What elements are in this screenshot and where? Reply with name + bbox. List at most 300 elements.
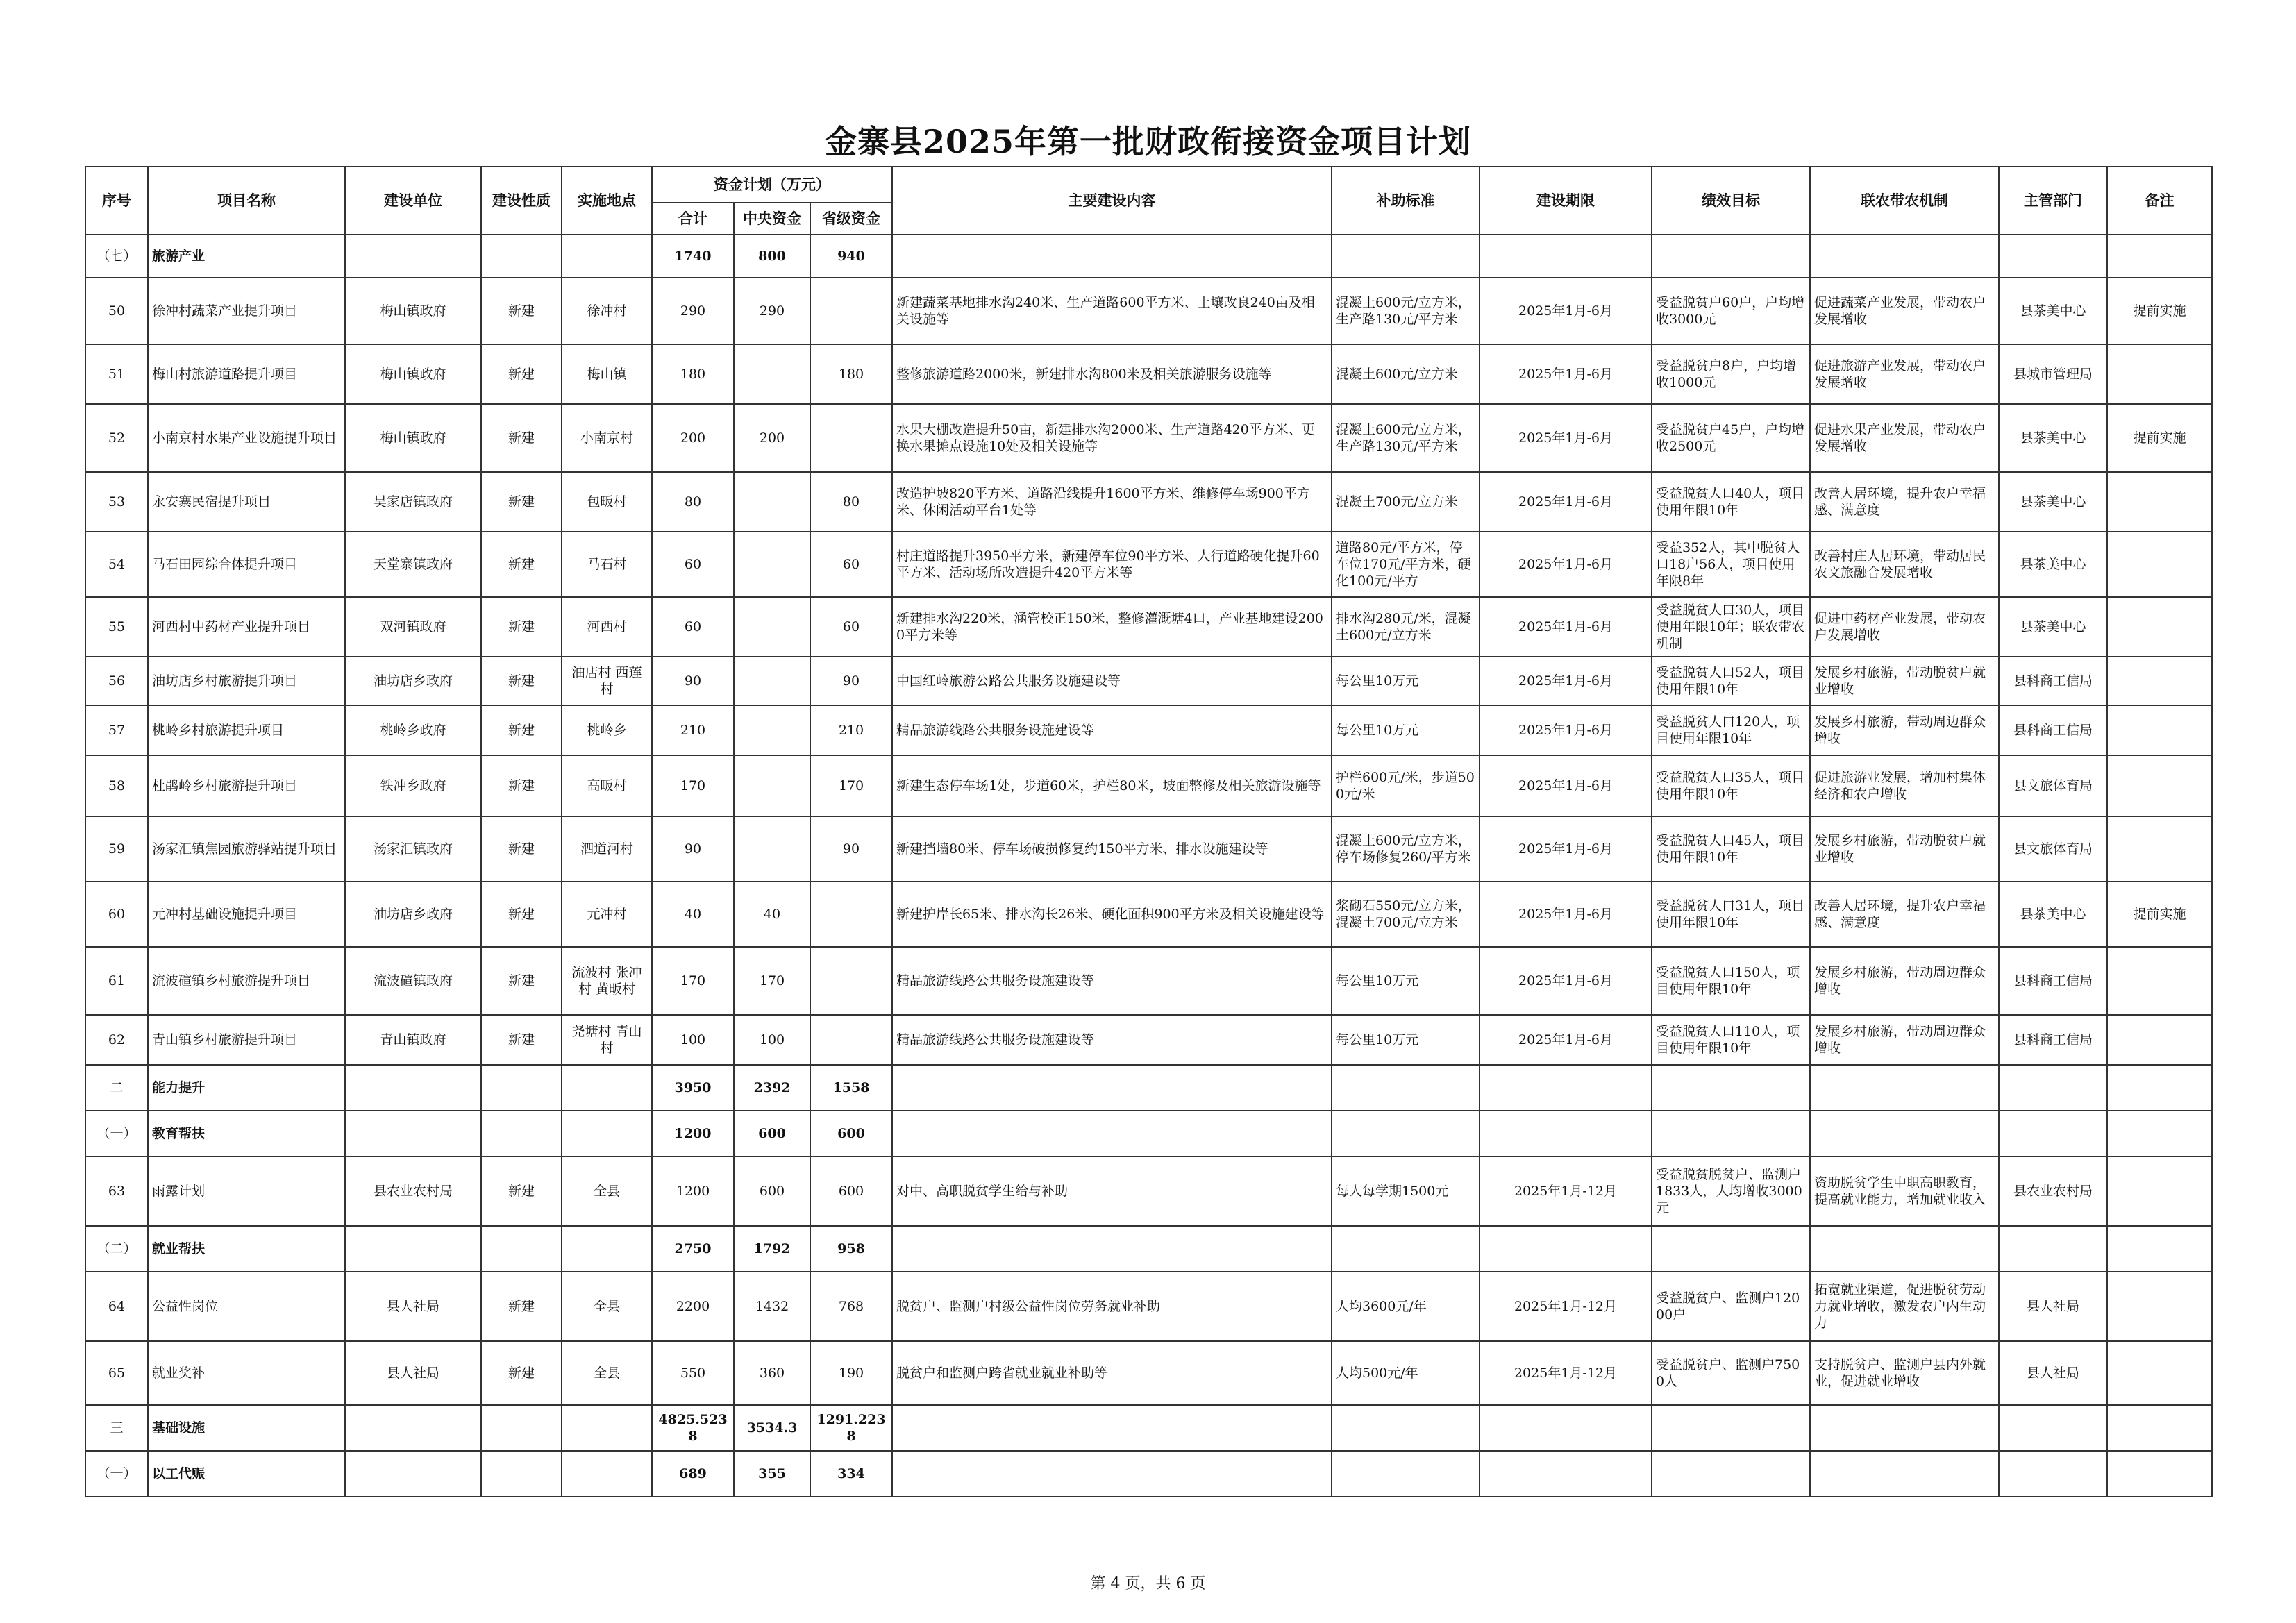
- cell-mechanism: 发展乡村旅游，带动周边群众增收: [1810, 947, 1999, 1015]
- cell-performance: 受益脱贫户60户，户均增收3000元: [1652, 278, 1810, 344]
- cell-dept: [1999, 1451, 2107, 1497]
- table-row: [85, 1341, 2212, 1405]
- cell-seq: 64: [85, 1272, 148, 1341]
- cell-central: 600: [734, 1111, 810, 1157]
- cell-dept: 县茶美中心: [1999, 532, 2107, 597]
- cell-name: 青山镇乡村旅游提升项目: [148, 1015, 345, 1065]
- cell-seq: （一）: [85, 1451, 148, 1497]
- cell-content: 脱贫户和监测户跨省就业就业补助等: [892, 1341, 1332, 1405]
- cell-nature: [481, 235, 562, 278]
- cell-location: 马石村: [562, 532, 652, 597]
- cell-name: 流波碹镇乡村旅游提升项目: [148, 947, 345, 1015]
- cell-name: 能力提升: [148, 1065, 345, 1111]
- cell-dept: [1999, 1405, 2107, 1451]
- cell-nature: 新建: [481, 597, 562, 657]
- cell-location: 河西村: [562, 597, 652, 657]
- cell-performance: 受益脱贫脱贫户、监测户1833人，人均增收3000元: [1652, 1157, 1810, 1226]
- cell-total: 90: [652, 816, 734, 882]
- cell-central: [734, 755, 810, 816]
- cell-performance: [1652, 1065, 1810, 1111]
- col-header-subsidy: 补助标准: [1332, 167, 1480, 235]
- cell-total: 100: [652, 1015, 734, 1065]
- cell-provincial: 1558: [810, 1065, 892, 1111]
- cell-central: 40: [734, 882, 810, 947]
- cell-name: 永安寨民宿提升项目: [148, 472, 345, 532]
- cell-dept: 县城市管理局: [1999, 344, 2107, 404]
- cell-dept: [1999, 1065, 2107, 1111]
- cell-unit: 梅山镇政府: [345, 278, 481, 344]
- cell-unit: 汤家汇镇政府: [345, 816, 481, 882]
- cell-unit: 双河镇政府: [345, 597, 481, 657]
- cell-central: 100: [734, 1015, 810, 1065]
- cell-performance: [1652, 1226, 1810, 1272]
- cell-nature: [481, 1111, 562, 1157]
- cell-content: 对中、高职脱贫学生给与补助: [892, 1157, 1332, 1226]
- col-header-remark: 备注: [2107, 167, 2212, 235]
- cell-seq: 51: [85, 344, 148, 404]
- cell-name: 小南京村水果产业设施提升项目: [148, 404, 345, 472]
- cell-provincial: 768: [810, 1272, 892, 1341]
- cell-central: [734, 657, 810, 705]
- cell-location: 元冲村: [562, 882, 652, 947]
- cell-subsidy: 混凝土600元/立方米，生产路130元/平方米: [1332, 278, 1480, 344]
- cell-subsidy: 人均3600元/年: [1332, 1272, 1480, 1341]
- cell-remark: [2107, 1341, 2212, 1405]
- cell-unit: 桃岭乡政府: [345, 705, 481, 755]
- cell-seq: 60: [85, 882, 148, 947]
- cell-name: 马石田园综合体提升项目: [148, 532, 345, 597]
- cell-location: 小南京村: [562, 404, 652, 472]
- cell-name: 就业奖补: [148, 1341, 345, 1405]
- cell-name: 河西村中药材产业提升项目: [148, 597, 345, 657]
- cell-subsidy: 排水沟280元/米，混凝土600元/立方米: [1332, 597, 1480, 657]
- cell-total: 40: [652, 882, 734, 947]
- cell-period: 2025年1月-12月: [1480, 1341, 1652, 1405]
- cell-location: 全县: [562, 1157, 652, 1226]
- cell-mechanism: 发展乡村旅游，带动脱贫户就业增收: [1810, 816, 1999, 882]
- cell-central: [734, 344, 810, 404]
- cell-total: 689: [652, 1451, 734, 1497]
- cell-performance: 受益脱贫人口52人，项目使用年限10年: [1652, 657, 1810, 705]
- cell-total: 60: [652, 597, 734, 657]
- cell-unit: [345, 1405, 481, 1451]
- cell-period: 2025年1月-6月: [1480, 404, 1652, 472]
- cell-performance: 受益脱贫户45户，户均增收2500元: [1652, 404, 1810, 472]
- cell-location: 包畈村: [562, 472, 652, 532]
- cell-central: 800: [734, 235, 810, 278]
- cell-name: 基础设施: [148, 1405, 345, 1451]
- cell-total: 550: [652, 1341, 734, 1405]
- table-row: [85, 657, 2212, 705]
- cell-name: 就业帮扶: [148, 1226, 345, 1272]
- cell-mechanism: 促进蔬菜产业发展，带动农户发展增收: [1810, 278, 1999, 344]
- col-header-total: 合计: [652, 203, 734, 235]
- cell-name: 油坊店乡村旅游提升项目: [148, 657, 345, 705]
- cell-total: 290: [652, 278, 734, 344]
- cell-dept: 县科商工信局: [1999, 947, 2107, 1015]
- cell-content: [892, 1111, 1332, 1157]
- cell-subsidy: 每公里10万元: [1332, 705, 1480, 755]
- col-header-central: 中央资金: [734, 203, 810, 235]
- cell-total: 80: [652, 472, 734, 532]
- cell-subsidy: 混凝土600元/立方米，生产路130元/平方米: [1332, 404, 1480, 472]
- cell-unit: 天堂寨镇政府: [345, 532, 481, 597]
- cell-nature: 新建: [481, 472, 562, 532]
- cell-subsidy: [1332, 235, 1480, 278]
- cell-provincial: 180: [810, 344, 892, 404]
- header-row: [85, 167, 2212, 203]
- cell-mechanism: 发展乡村旅游，带动脱贫户就业增收: [1810, 657, 1999, 705]
- table-row: [85, 472, 2212, 532]
- cell-location: 全县: [562, 1272, 652, 1341]
- cell-subsidy: 每公里10万元: [1332, 657, 1480, 705]
- section-row: [85, 1226, 2212, 1272]
- table-row: [85, 882, 2212, 947]
- section-row: [85, 1405, 2212, 1451]
- cell-remark: [2107, 1272, 2212, 1341]
- cell-seq: 61: [85, 947, 148, 1015]
- cell-provincial: 190: [810, 1341, 892, 1405]
- cell-name: 公益性岗位: [148, 1272, 345, 1341]
- cell-subsidy: 每公里10万元: [1332, 1015, 1480, 1065]
- cell-subsidy: [1332, 1451, 1480, 1497]
- cell-location: 尧塘村 青山村: [562, 1015, 652, 1065]
- cell-central: 355: [734, 1451, 810, 1497]
- cell-seq: （一）: [85, 1111, 148, 1157]
- cell-content: 精品旅游线路公共服务设施建设等: [892, 947, 1332, 1015]
- cell-content: 水果大棚改造提升50亩，新建排水沟2000米、生产道路420平方米、更换水果摊点设施10处及相关设施等: [892, 404, 1332, 472]
- cell-remark: [2107, 1111, 2212, 1157]
- cell-mechanism: 促进水果产业发展，带动农户发展增收: [1810, 404, 1999, 472]
- cell-mechanism: 发展乡村旅游，带动周边群众增收: [1810, 1015, 1999, 1065]
- cell-total: 4825.5238: [652, 1405, 734, 1451]
- cell-seq: 二: [85, 1065, 148, 1111]
- cell-dept: 县茶美中心: [1999, 472, 2107, 532]
- cell-central: 200: [734, 404, 810, 472]
- cell-provincial: 958: [810, 1226, 892, 1272]
- cell-total: 200: [652, 404, 734, 472]
- cell-location: [562, 1405, 652, 1451]
- cell-remark: [2107, 947, 2212, 1015]
- cell-remark: [2107, 472, 2212, 532]
- cell-nature: [481, 1451, 562, 1497]
- cell-content: 新建排水沟220米，涵管校正150米，整修灌溉塘4口，产业基地建设2000平方米等: [892, 597, 1332, 657]
- cell-dept: 县茶美中心: [1999, 404, 2107, 472]
- cell-content: 改造护坡820平方米、道路沿线提升1600平方米、维修停车场900平方米、休闲活动平台1处等: [892, 472, 1332, 532]
- cell-performance: 受益脱贫人口31人，项目使用年限10年: [1652, 882, 1810, 947]
- section-row: [85, 235, 2212, 278]
- cell-mechanism: [1810, 1405, 1999, 1451]
- cell-provincial: [810, 404, 892, 472]
- cell-content: 新建挡墙80米、停车场破损修复约150平方米、排水设施建设等: [892, 816, 1332, 882]
- cell-remark: 提前实施: [2107, 404, 2212, 472]
- cell-seq: 三: [85, 1405, 148, 1451]
- cell-subsidy: 混凝土700元/立方米: [1332, 472, 1480, 532]
- cell-subsidy: 浆砌石550元/立方米，混凝土700元/立方米: [1332, 882, 1480, 947]
- cell-performance: 受益脱贫人口45人，项目使用年限10年: [1652, 816, 1810, 882]
- cell-central: 600: [734, 1157, 810, 1226]
- table-body: [85, 235, 2212, 1497]
- cell-unit: 青山镇政府: [345, 1015, 481, 1065]
- table-row: [85, 816, 2212, 882]
- cell-central: 170: [734, 947, 810, 1015]
- cell-provincial: [810, 882, 892, 947]
- cell-nature: 新建: [481, 947, 562, 1015]
- cell-provincial: 940: [810, 235, 892, 278]
- cell-subsidy: 道路80元/平方米，停车位170元/平方米，硬化100元/平方: [1332, 532, 1480, 597]
- cell-nature: 新建: [481, 1341, 562, 1405]
- cell-nature: 新建: [481, 404, 562, 472]
- cell-unit: 县人社局: [345, 1341, 481, 1405]
- cell-total: 1740: [652, 235, 734, 278]
- cell-central: [734, 816, 810, 882]
- cell-subsidy: [1332, 1226, 1480, 1272]
- cell-period: 2025年1月-6月: [1480, 597, 1652, 657]
- cell-content: 新建护岸长65米、排水沟长26米、硬化面积900平方米及相关设施建设等: [892, 882, 1332, 947]
- cell-unit: 梅山镇政府: [345, 344, 481, 404]
- cell-provincial: 334: [810, 1451, 892, 1497]
- cell-dept: 县人社局: [1999, 1272, 2107, 1341]
- cell-location: 全县: [562, 1341, 652, 1405]
- col-header-performance: 绩效目标: [1652, 167, 1810, 235]
- cell-central: 1432: [734, 1272, 810, 1341]
- cell-nature: 新建: [481, 882, 562, 947]
- cell-mechanism: [1810, 235, 1999, 278]
- cell-unit: [345, 1111, 481, 1157]
- cell-performance: [1652, 1405, 1810, 1451]
- cell-content: 中国红岭旅游公路公共服务设施建设等: [892, 657, 1332, 705]
- cell-mechanism: [1810, 1226, 1999, 1272]
- cell-provincial: 600: [810, 1157, 892, 1226]
- cell-content: 村庄道路提升3950平方米，新建停车位90平方米、人行道路硬化提升60平方米、活动场所改造提升420平方米等: [892, 532, 1332, 597]
- cell-period: 2025年1月-6月: [1480, 816, 1652, 882]
- cell-performance: 受益脱贫人口150人，项目使用年限10年: [1652, 947, 1810, 1015]
- cell-subsidy: 人均500元/年: [1332, 1341, 1480, 1405]
- cell-total: 170: [652, 947, 734, 1015]
- cell-subsidy: [1332, 1111, 1480, 1157]
- cell-mechanism: 改善村庄人居环境，带动居民农文旅融合发展增收: [1810, 532, 1999, 597]
- cell-dept: [1999, 1111, 2107, 1157]
- cell-content: 新建生态停车场1处，步道60米，护栏80米，坡面整修及相关旅游设施等: [892, 755, 1332, 816]
- col-header-seq: 序号: [85, 167, 148, 235]
- cell-location: 流波村 张冲村 黄畈村: [562, 947, 652, 1015]
- cell-performance: 受益352人，其中脱贫人口18户56人，项目使用年限8年: [1652, 532, 1810, 597]
- cell-remark: [2107, 1226, 2212, 1272]
- cell-location: [562, 1226, 652, 1272]
- cell-remark: [2107, 1065, 2212, 1111]
- cell-performance: 受益脱贫人口110人，项目使用年限10年: [1652, 1015, 1810, 1065]
- cell-period: 2025年1月-6月: [1480, 532, 1652, 597]
- cell-nature: 新建: [481, 278, 562, 344]
- cell-unit: [345, 1065, 481, 1111]
- cell-seq: （七）: [85, 235, 148, 278]
- cell-unit: 流波碹镇政府: [345, 947, 481, 1015]
- cell-seq: 53: [85, 472, 148, 532]
- cell-subsidy: 护栏600元/米，步道500元/米: [1332, 755, 1480, 816]
- cell-seq: 59: [85, 816, 148, 882]
- cell-total: 1200: [652, 1157, 734, 1226]
- cell-name: 汤家汇镇焦园旅游驿站提升项目: [148, 816, 345, 882]
- cell-name: 徐冲村蔬菜产业提升项目: [148, 278, 345, 344]
- cell-location: 徐冲村: [562, 278, 652, 344]
- cell-unit: 梅山镇政府: [345, 404, 481, 472]
- cell-dept: 县茶美中心: [1999, 597, 2107, 657]
- cell-dept: 县科商工信局: [1999, 657, 2107, 705]
- cell-total: 90: [652, 657, 734, 705]
- cell-seq: 58: [85, 755, 148, 816]
- cell-period: 2025年1月-12月: [1480, 1157, 1652, 1226]
- cell-dept: 县人社局: [1999, 1341, 2107, 1405]
- cell-central: 2392: [734, 1065, 810, 1111]
- cell-period: 2025年1月-12月: [1480, 1272, 1652, 1341]
- cell-nature: 新建: [481, 1272, 562, 1341]
- cell-unit: 油坊店乡政府: [345, 657, 481, 705]
- cell-dept: 县科商工信局: [1999, 1015, 2107, 1065]
- cell-provincial: 210: [810, 705, 892, 755]
- cell-unit: 吴家店镇政府: [345, 472, 481, 532]
- cell-provincial: 60: [810, 532, 892, 597]
- cell-remark: [2107, 532, 2212, 597]
- section-row: [85, 1111, 2212, 1157]
- col-header-fund-plan: 资金计划（万元）: [652, 167, 892, 203]
- col-header-period: 建设期限: [1480, 167, 1652, 235]
- col-header-mechanism: 联农带农机制: [1810, 167, 1999, 235]
- cell-provincial: [810, 1015, 892, 1065]
- cell-name: 雨露计划: [148, 1157, 345, 1226]
- table-row: [85, 278, 2212, 344]
- cell-content: 新建蔬菜基地排水沟240米、生产道路600平方米、土壤改良240亩及相关设施等: [892, 278, 1332, 344]
- cell-period: 2025年1月-6月: [1480, 472, 1652, 532]
- cell-name: 桃岭乡村旅游提升项目: [148, 705, 345, 755]
- cell-period: 2025年1月-6月: [1480, 1015, 1652, 1065]
- cell-seq: 55: [85, 597, 148, 657]
- cell-performance: [1652, 235, 1810, 278]
- cell-performance: [1652, 1111, 1810, 1157]
- cell-period: 2025年1月-6月: [1480, 705, 1652, 755]
- cell-remark: 提前实施: [2107, 882, 2212, 947]
- cell-seq: 52: [85, 404, 148, 472]
- table-row: [85, 404, 2212, 472]
- cell-content: 精品旅游线路公共服务设施建设等: [892, 705, 1332, 755]
- cell-performance: 受益脱贫人口35人，项目使用年限10年: [1652, 755, 1810, 816]
- cell-unit: 铁冲乡政府: [345, 755, 481, 816]
- cell-content: [892, 1405, 1332, 1451]
- cell-provincial: 1291.2238: [810, 1405, 892, 1451]
- cell-performance: 受益脱贫户8户，户均增收1000元: [1652, 344, 1810, 404]
- cell-nature: [481, 1405, 562, 1451]
- cell-seq: 63: [85, 1157, 148, 1226]
- cell-mechanism: 支持脱贫户、监测户县内外就业，促进就业增收: [1810, 1341, 1999, 1405]
- table-row: [85, 705, 2212, 755]
- cell-name: 旅游产业: [148, 235, 345, 278]
- cell-performance: [1652, 1451, 1810, 1497]
- cell-dept: [1999, 1226, 2107, 1272]
- cell-period: [1480, 1451, 1652, 1497]
- cell-location: 梅山镇: [562, 344, 652, 404]
- cell-central: 290: [734, 278, 810, 344]
- col-header-location: 实施地点: [562, 167, 652, 235]
- cell-remark: [2107, 597, 2212, 657]
- cell-unit: [345, 1226, 481, 1272]
- cell-unit: [345, 1451, 481, 1497]
- cell-subsidy: 混凝土600元/立方米，停车场修复260/平方米: [1332, 816, 1480, 882]
- cell-mechanism: [1810, 1111, 1999, 1157]
- cell-period: 2025年1月-6月: [1480, 278, 1652, 344]
- cell-period: 2025年1月-6月: [1480, 657, 1652, 705]
- cell-remark: [2107, 235, 2212, 278]
- cell-content: 整修旅游道路2000米，新建排水沟800米及相关旅游服务设施等: [892, 344, 1332, 404]
- cell-provincial: 600: [810, 1111, 892, 1157]
- cell-mechanism: 改善人居环境，提升农户幸福感、满意度: [1810, 882, 1999, 947]
- col-header-name: 项目名称: [148, 167, 345, 235]
- cell-performance: 受益脱贫户、监测户7500人: [1652, 1341, 1810, 1405]
- cell-performance: 受益脱贫人口40人，项目使用年限10年: [1652, 472, 1810, 532]
- cell-dept: 县茶美中心: [1999, 882, 2107, 947]
- cell-remark: [2107, 657, 2212, 705]
- cell-dept: 县文旅体育局: [1999, 755, 2107, 816]
- cell-period: 2025年1月-6月: [1480, 755, 1652, 816]
- cell-period: 2025年1月-6月: [1480, 947, 1652, 1015]
- cell-provincial: 90: [810, 657, 892, 705]
- cell-provincial: 90: [810, 816, 892, 882]
- cell-seq: 65: [85, 1341, 148, 1405]
- cell-dept: 县茶美中心: [1999, 278, 2107, 344]
- table-row: [85, 597, 2212, 657]
- cell-nature: 新建: [481, 344, 562, 404]
- cell-period: 2025年1月-6月: [1480, 882, 1652, 947]
- cell-mechanism: 发展乡村旅游，带动周边群众增收: [1810, 705, 1999, 755]
- cell-provincial: 60: [810, 597, 892, 657]
- cell-dept: [1999, 235, 2107, 278]
- cell-content: 精品旅游线路公共服务设施建设等: [892, 1015, 1332, 1065]
- cell-content: 脱贫户、监测户村级公益性岗位劳务就业补助: [892, 1272, 1332, 1341]
- cell-nature: 新建: [481, 532, 562, 597]
- cell-name: 杜鹃岭乡村旅游提升项目: [148, 755, 345, 816]
- col-header-provincial: 省级资金: [810, 203, 892, 235]
- cell-content: [892, 1065, 1332, 1111]
- cell-period: [1480, 1111, 1652, 1157]
- cell-dept: 县科商工信局: [1999, 705, 2107, 755]
- cell-content: [892, 235, 1332, 278]
- cell-remark: [2107, 1451, 2212, 1497]
- cell-mechanism: 促进旅游业发展，增加村集体经济和农户增收: [1810, 755, 1999, 816]
- cell-location: 泗道河村: [562, 816, 652, 882]
- cell-nature: 新建: [481, 705, 562, 755]
- cell-total: 210: [652, 705, 734, 755]
- cell-mechanism: 拓宽就业渠道，促进脱贫劳动力就业增收，激发农户内生动力: [1810, 1272, 1999, 1341]
- cell-central: 1792: [734, 1226, 810, 1272]
- cell-total: 1200: [652, 1111, 734, 1157]
- cell-period: [1480, 1405, 1652, 1451]
- cell-seq: 56: [85, 657, 148, 705]
- col-header-unit: 建设单位: [345, 167, 481, 235]
- cell-mechanism: [1810, 1451, 1999, 1497]
- cell-mechanism: 资助脱贫学生中职高职教育，提高就业能力，增加就业收入: [1810, 1157, 1999, 1226]
- cell-remark: [2107, 816, 2212, 882]
- cell-seq: 62: [85, 1015, 148, 1065]
- cell-total: 3950: [652, 1065, 734, 1111]
- table-row: [85, 1272, 2212, 1341]
- table-row: [85, 947, 2212, 1015]
- table-row: [85, 532, 2212, 597]
- table-row: [85, 1157, 2212, 1226]
- cell-remark: [2107, 1157, 2212, 1226]
- cell-total: 2750: [652, 1226, 734, 1272]
- col-header-nature: 建设性质: [481, 167, 562, 235]
- cell-subsidy: [1332, 1405, 1480, 1451]
- cell-provincial: 170: [810, 755, 892, 816]
- cell-nature: 新建: [481, 816, 562, 882]
